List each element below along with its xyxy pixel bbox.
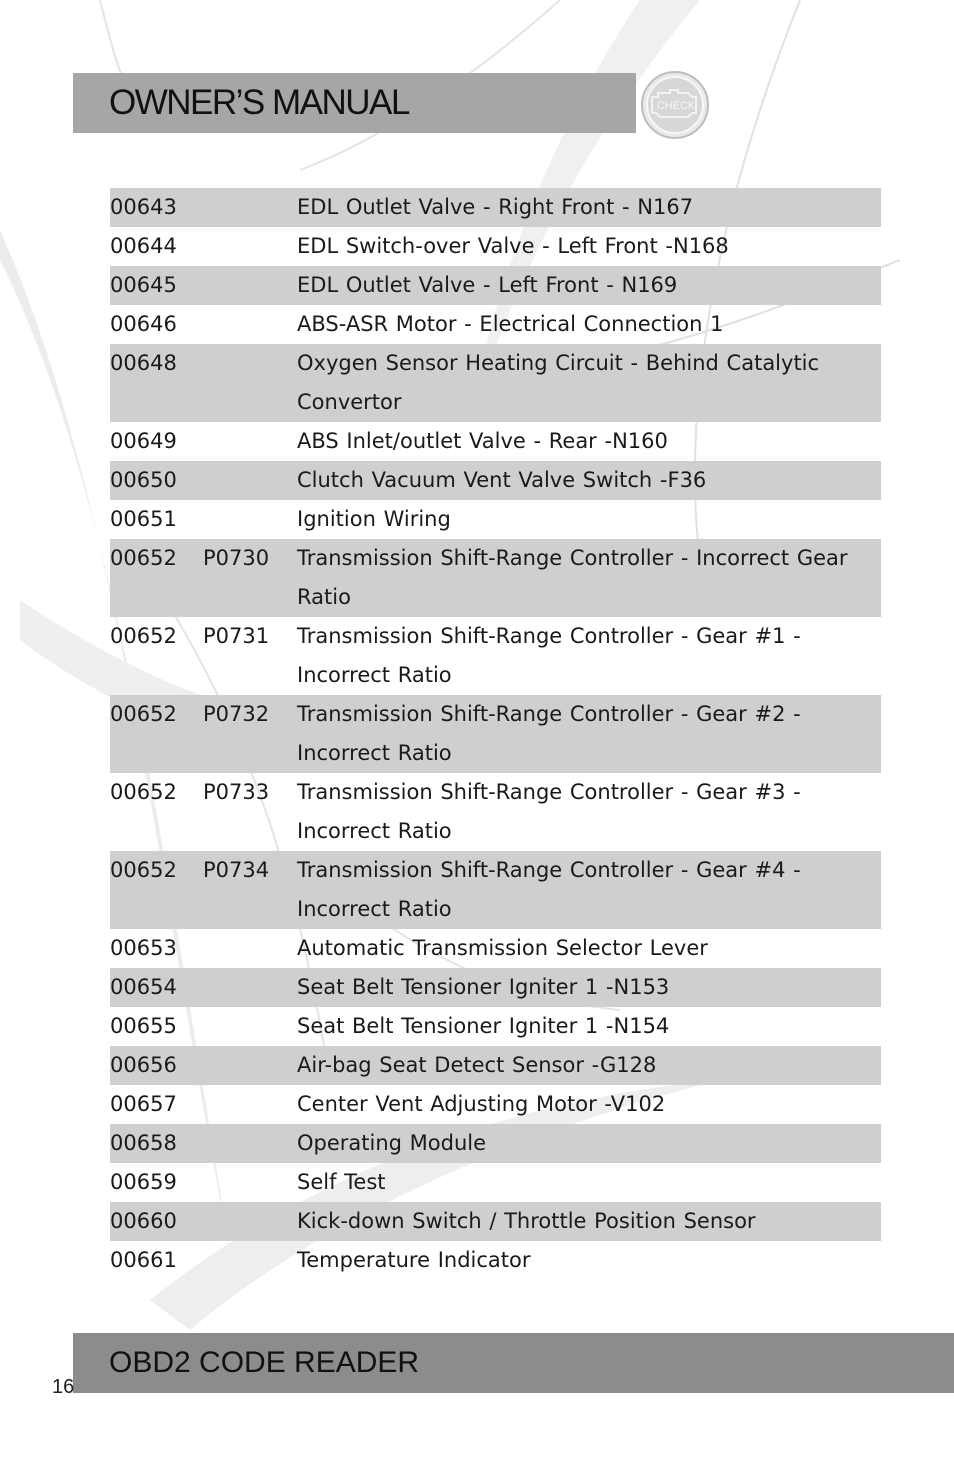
- manual-title: OWNER’S MANUAL: [109, 83, 409, 122]
- table-row: [110, 617, 881, 695]
- obd-code: P0733: [203, 780, 270, 804]
- table-row: [110, 500, 881, 539]
- fault-code: 00653: [110, 936, 177, 960]
- footer-bar: [73, 1333, 954, 1393]
- table-row: [110, 1202, 881, 1241]
- fault-description: EDL Outlet Valve - Left Front - N169: [297, 273, 678, 297]
- fault-description: Clutch Vacuum Vent Valve Switch -F36: [297, 468, 707, 492]
- fault-description: Air-bag Seat Detect Sensor -G128: [297, 1053, 657, 1077]
- fault-description: ABS-ASR Motor - Electrical Connection 1: [297, 312, 724, 336]
- fault-description: Automatic Transmission Selector Lever: [297, 936, 708, 960]
- check-engine-icon: [638, 69, 712, 141]
- table-row: [110, 461, 881, 500]
- fault-code: 00643: [110, 195, 177, 219]
- fault-code: 00648: [110, 351, 177, 375]
- table-row: [110, 1085, 881, 1124]
- fault-code: 00649: [110, 429, 177, 453]
- obd-code: P0732: [203, 702, 270, 726]
- table-row: [110, 539, 881, 617]
- fault-description: EDL Outlet Valve - Right Front - N167: [297, 195, 694, 219]
- fault-description: Center Vent Adjusting Motor -V102: [297, 1092, 666, 1116]
- table-row: [110, 929, 881, 968]
- fault-description: Transmission Shift-Range Controller - Gear #2 - Incorrect Ratio: [297, 702, 801, 765]
- fault-code: 00652: [110, 702, 177, 726]
- fault-code: 00658: [110, 1131, 177, 1155]
- fault-description: Temperature Indicator: [297, 1248, 531, 1272]
- table-row: [110, 1124, 881, 1163]
- table-row: [110, 188, 881, 227]
- fault-description: Transmission Shift-Range Controller - Incorrect Gear Ratio: [297, 546, 848, 609]
- table-row: [110, 305, 881, 344]
- table-row: [110, 695, 881, 773]
- fault-description: Transmission Shift-Range Controller - Gear #1 - Incorrect Ratio: [297, 624, 801, 687]
- table-row: [110, 422, 881, 461]
- table-row: [110, 968, 881, 1007]
- fault-code: 00661: [110, 1248, 177, 1272]
- fault-code: 00655: [110, 1014, 177, 1038]
- table-row: [110, 1007, 881, 1046]
- table-row: [110, 1241, 881, 1280]
- table-row: [110, 773, 881, 851]
- fault-code: 00651: [110, 507, 177, 531]
- fault-code: 00660: [110, 1209, 177, 1233]
- product-title: OBD2 CODE READER: [109, 1346, 420, 1379]
- fault-description: Oxygen Sensor Heating Circuit - Behind Catalytic Convertor: [297, 351, 820, 414]
- table-row: [110, 1046, 881, 1085]
- fault-code: 00659: [110, 1170, 177, 1194]
- fault-code: 00652: [110, 624, 177, 648]
- fault-code: 00652: [110, 858, 177, 882]
- obd-code: P0731: [203, 624, 270, 648]
- obd-code: P0734: [203, 858, 270, 882]
- page-number: 16: [52, 1376, 75, 1398]
- fault-description: Operating Module: [297, 1131, 487, 1155]
- table-row: [110, 266, 881, 305]
- fault-description: Seat Belt Tensioner Igniter 1 -N154: [297, 1014, 670, 1038]
- table-row: [110, 851, 881, 929]
- fault-code: 00657: [110, 1092, 177, 1116]
- obd-code: P0730: [203, 546, 270, 570]
- fault-description: Transmission Shift-Range Controller - Gear #4 - Incorrect Ratio: [297, 858, 801, 921]
- fault-description: Self Test: [297, 1170, 386, 1194]
- fault-code: 00654: [110, 975, 177, 999]
- fault-description: EDL Switch-over Valve - Left Front -N168: [297, 234, 729, 258]
- fault-description: Seat Belt Tensioner Igniter 1 -N153: [297, 975, 670, 999]
- fault-description: Ignition Wiring: [297, 507, 451, 531]
- fault-code: 00652: [110, 546, 177, 570]
- table-row: [110, 344, 881, 422]
- fault-code: 00650: [110, 468, 177, 492]
- fault-description: Kick-down Switch / Throttle Position Sensor: [297, 1209, 756, 1233]
- table-row: [110, 227, 881, 266]
- fault-code: 00652: [110, 780, 177, 804]
- fault-description: Transmission Shift-Range Controller - Gear #3 - Incorrect Ratio: [297, 780, 801, 843]
- fault-code: 00645: [110, 273, 177, 297]
- fault-code-table: [110, 188, 881, 1280]
- fault-code: 00644: [110, 234, 177, 258]
- table-row: [110, 1163, 881, 1202]
- fault-code: 00646: [110, 312, 177, 336]
- fault-description: ABS Inlet/outlet Valve - Rear -N160: [297, 429, 668, 453]
- fault-code: 00656: [110, 1053, 177, 1077]
- header-bar: [73, 73, 636, 133]
- check-badge-text: CHECK: [656, 100, 696, 112]
